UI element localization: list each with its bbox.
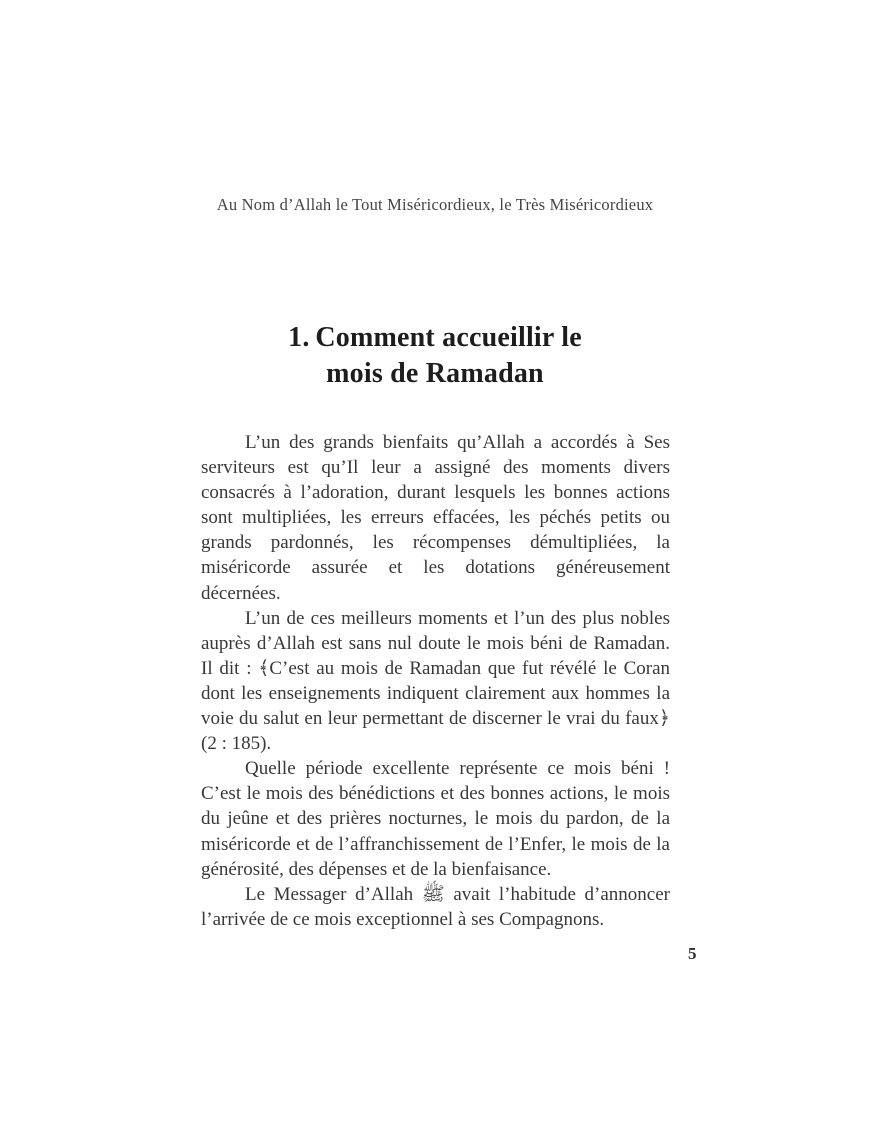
- page-number: 5: [688, 944, 697, 963]
- paragraph: Quelle période excellente représente ce mois béni ! C’est le mois des bénédictions et des bonnes actions, le mois du jeûne et des prières nocturnes, le mois du pardon, de la miséricorde et de l’affranchissement de l’Enfer, le mois de la générosité, des dépenses et de la bienfaisance.: [201, 758, 670, 880]
- chapter-title-line2: mois de Ramadan: [326, 358, 544, 389]
- paragraph: Le Messager d’Allah ﷺ avait l’habitude d’annoncer l’arrivée de ce mois exceptionnel à ses Compagnons.: [201, 883, 670, 930]
- body-text: [201, 430, 670, 932]
- bismillah-header: Au Nom d’Allah le Tout Miséricordieux, le Très Miséricordieux: [216, 195, 654, 214]
- chapter-title: [0, 320, 870, 392]
- paragraph: L’un de ces meilleurs moments et l’un des plus nobles auprès d’Allah est sans nul doute le mois béni de Ramadan. Il dit : ﴾C’est au mois de Ramadan que fut révélé le Coran dont les enseignements indiquent clairement aux hommes la voie du salut en leur permettant de discerner le vrai du faux﴿ (2 : 185).: [201, 607, 670, 755]
- chapter-title-line1: 1. Comment accueillir le: [288, 322, 582, 353]
- paragraph: L’un des grands bienfaits qu’Allah a accordés à Ses serviteurs est qu’Il leur a assigné des moments divers consacrés à l’adoration, durant lesquels les bonnes actions sont multipliées, les erreurs effacées, les péchés petits ou grands pardonnés, les récompenses démultipliées, la miséricorde assurée et les dotations généreusement décernées.: [201, 432, 670, 604]
